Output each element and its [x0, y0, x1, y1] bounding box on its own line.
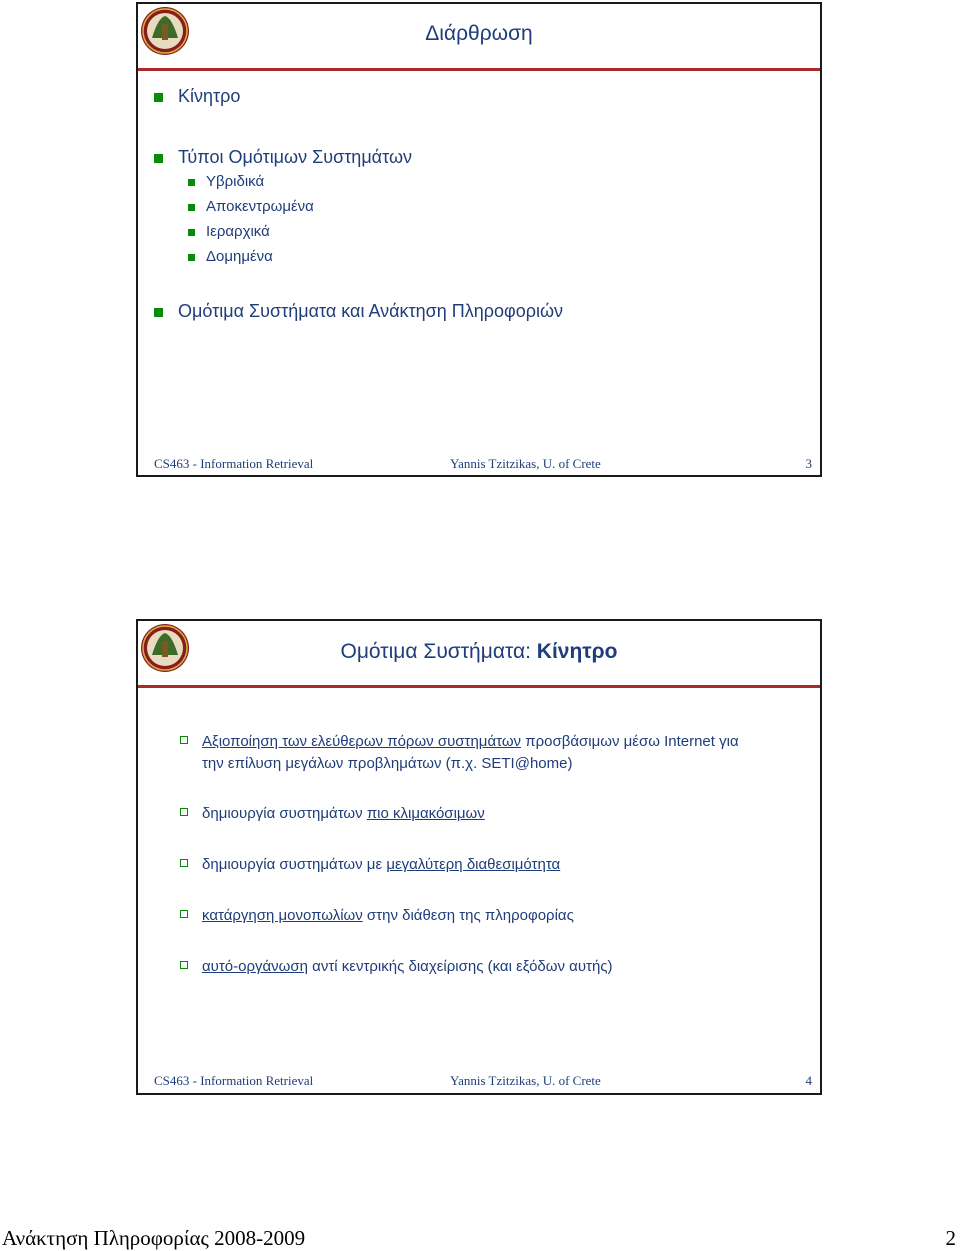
page-footer [0, 1226, 960, 1251]
slide-title-bold: Κίνητρο [536, 640, 618, 663]
footer-course: CS463 - Information Retrieval [154, 1073, 314, 1088]
square-bullet-icon [188, 179, 195, 186]
footer-author: Yannis Tzitzikas, U. of Crete [450, 456, 601, 471]
footer-author: Yannis Tzitzikas, U. of Crete [450, 1073, 601, 1088]
square-bullet-icon [188, 254, 195, 261]
square-bullet-icon [154, 308, 163, 317]
square-bullet-icon [180, 859, 188, 867]
sub-bullet-text: Ιεραρχικά [206, 223, 270, 240]
footer-page-number: 4 [805, 1073, 812, 1088]
slide-title-plain: Ομότιμα Συστήματα: [340, 640, 537, 663]
bullet-text-underlined: αυτό-οργάνωση [202, 958, 308, 975]
square-bullet-icon [154, 154, 163, 163]
slide-4 [136, 619, 822, 1095]
bullet-text: δημιουργία συστημάτων [202, 805, 367, 822]
sub-bullet-text: Υβριδικά [206, 173, 265, 190]
slide-title: Διάρθρωση [425, 22, 533, 45]
square-bullet-icon [180, 808, 188, 816]
slide-3 [136, 2, 822, 477]
bullet-text-underlined: κατάργηση μονοπωλίων [202, 907, 363, 924]
page-number: 2 [945, 1226, 956, 1250]
bullet-text-underlined: μεγαλύτερη διαθεσιμότητα [386, 856, 561, 873]
footer-course: CS463 - Information Retrieval [154, 456, 314, 471]
sub-bullet-text: Δομημένα [206, 248, 273, 265]
sub-bullet-text: Αποκεντρωμένα [206, 198, 314, 215]
bullet-text: Τύποι Ομότιμων Συστημάτων [178, 147, 412, 167]
title-rule [138, 68, 820, 71]
square-bullet-icon [188, 229, 195, 236]
bullet-text: Κίνητρο [178, 86, 241, 106]
bullet-text: αντί κεντρικής διαχείρισης (και εξόδων αυτής) [308, 958, 613, 975]
bullet-text: δημιουργία συστημάτων με [202, 856, 387, 873]
bullet-text: Ομότιμα Συστήματα και Ανάκτηση Πληροφοριών [178, 301, 564, 321]
bullet-text: προσβάσιμων μέσω Internet για [521, 733, 739, 750]
square-bullet-icon [154, 93, 163, 102]
bullet-text-underlined: πιο κλιμακόσιμων [366, 805, 485, 822]
bullet-text-line2: την επίλυση μεγάλων προβλημάτων (π.χ. SETI@home) [202, 755, 573, 772]
page-footer-title: Ανάκτηση Πληροφορίας 2008-2009 [2, 1226, 306, 1250]
title-rule [138, 685, 820, 688]
slide-title [138, 640, 820, 664]
bullet-text-underlined: Αξιοποίηση των ελεύθερων πόρων συστημάτων [202, 733, 522, 750]
square-bullet-icon [188, 204, 195, 211]
square-bullet-icon [180, 910, 188, 918]
bullet-text: στην διάθεση της πληροφορίας [362, 907, 574, 924]
square-bullet-icon [180, 961, 188, 969]
square-bullet-icon [180, 736, 188, 744]
footer-page-number: 3 [805, 456, 812, 471]
